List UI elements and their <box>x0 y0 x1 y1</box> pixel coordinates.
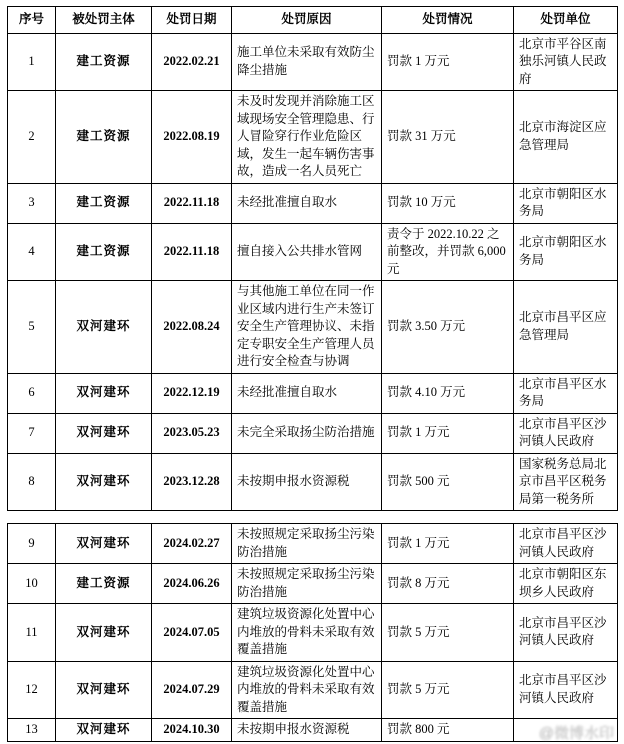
cell-authority: 北京市朝阳区水务局 <box>514 183 618 223</box>
table-row <box>8 413 618 453</box>
col-header-authority: 处罚单位 <box>514 7 618 34</box>
cell-reason: 未按期申报水资源税 <box>232 453 382 511</box>
cell-authority: 北京市昌平区水务局 <box>514 373 618 413</box>
table-row <box>8 719 618 742</box>
cell-result: 罚款 1 万元 <box>382 524 514 564</box>
cell-no: 3 <box>8 183 56 223</box>
cell-no: 10 <box>8 564 56 604</box>
cell-authority: 北京市朝阳区东坝乡人民政府 <box>514 564 618 604</box>
table-row <box>8 564 618 604</box>
cell-no: 6 <box>8 373 56 413</box>
cell-reason: 建筑垃圾资源化处置中心内堆放的骨料未采取有效覆盖措施 <box>232 661 382 719</box>
cell-authority: 国家税务总局北京市昌平区税务局第一税务所 <box>514 453 618 511</box>
cell-no: 5 <box>8 281 56 374</box>
table-row <box>8 373 618 413</box>
cell-date: 2022.11.18 <box>152 223 232 281</box>
cell-date: 2022.11.18 <box>152 183 232 223</box>
penalty-table-part1 <box>7 6 618 511</box>
cell-result: 罚款 500 元 <box>382 453 514 511</box>
col-header-date: 处罚日期 <box>152 7 232 34</box>
table-row <box>8 453 618 511</box>
cell-authority <box>514 719 618 742</box>
table-row <box>8 91 618 184</box>
cell-entity: 建工资源 <box>56 564 152 604</box>
watermark: @微博水印 <box>538 725 614 742</box>
col-header-reason: 处罚原因 <box>232 7 382 34</box>
cell-result: 罚款 1 万元 <box>382 33 514 91</box>
cell-entity: 双河建环 <box>56 373 152 413</box>
cell-reason: 未按照规定采取扬尘污染防治措施 <box>232 524 382 564</box>
table-row <box>8 223 618 281</box>
col-header-result: 处罚情况 <box>382 7 514 34</box>
cell-authority: 北京市昌平区沙河镇人民政府 <box>514 413 618 453</box>
cell-result: 罚款 8 万元 <box>382 564 514 604</box>
cell-reason: 未经批准擅自取水 <box>232 373 382 413</box>
cell-reason: 与其他施工单位在同一作业区域内进行生产未签订安全生产管理协议、未指定专职安全生产管理人员进行安全检查与协调 <box>232 281 382 374</box>
cell-no: 8 <box>8 453 56 511</box>
cell-result: 罚款 10 万元 <box>382 183 514 223</box>
cell-result: 罚款 1 万元 <box>382 413 514 453</box>
cell-authority: 北京市平谷区南独乐河镇人民政府 <box>514 33 618 91</box>
cell-date: 2024.06.26 <box>152 564 232 604</box>
cell-authority: 北京市朝阳区水务局 <box>514 223 618 281</box>
cell-no: 7 <box>8 413 56 453</box>
cell-no: 11 <box>8 604 56 662</box>
col-header-no: 序号 <box>8 7 56 34</box>
cell-result: 罚款 800 元 <box>382 719 514 742</box>
cell-entity: 双河建环 <box>56 453 152 511</box>
cell-reason: 建筑垃圾资源化处置中心内堆放的骨料未采取有效覆盖措施 <box>232 604 382 662</box>
col-header-entity: 被处罚主体 <box>56 7 152 34</box>
cell-date: 2023.05.23 <box>152 413 232 453</box>
cell-entity: 建工资源 <box>56 223 152 281</box>
cell-reason: 未按期申报水资源税 <box>232 719 382 742</box>
cell-entity: 建工资源 <box>56 33 152 91</box>
cell-reason: 未完全采取扬尘防治措施 <box>232 413 382 453</box>
table-row <box>8 281 618 374</box>
table-row <box>8 524 618 564</box>
cell-authority: 北京市昌平区沙河镇人民政府 <box>514 661 618 719</box>
cell-result: 罚款 4.10 万元 <box>382 373 514 413</box>
cell-no: 13 <box>8 719 56 742</box>
cell-result: 责令于 2022.10.22 之前整改，并罚款 6,000 元 <box>382 223 514 281</box>
cell-authority: 北京市昌平区沙河镇人民政府 <box>514 524 618 564</box>
table-row <box>8 33 618 91</box>
cell-entity: 双河建环 <box>56 413 152 453</box>
cell-authority: 北京市昌平区应急管理局 <box>514 281 618 374</box>
penalty-table-part2 <box>7 523 618 742</box>
cell-result: 罚款 3.50 万元 <box>382 281 514 374</box>
cell-date: 2023.12.28 <box>152 453 232 511</box>
cell-date: 2024.07.29 <box>152 661 232 719</box>
cell-result: 罚款 5 万元 <box>382 661 514 719</box>
cell-reason: 未及时发现并消除施工区域现场安全管理隐患、行人冒险穿行作业危险区域，发生一起车辆伤害事故，造成一名人员死亡 <box>232 91 382 184</box>
cell-no: 4 <box>8 223 56 281</box>
cell-authority: 北京市昌平区沙河镇人民政府 <box>514 604 618 662</box>
cell-no: 1 <box>8 33 56 91</box>
cell-entity: 双河建环 <box>56 524 152 564</box>
cell-entity: 双河建环 <box>56 719 152 742</box>
table-row <box>8 183 618 223</box>
cell-reason: 擅自接入公共排水管网 <box>232 223 382 281</box>
cell-reason: 未经批准擅自取水 <box>232 183 382 223</box>
cell-no: 2 <box>8 91 56 184</box>
cell-date: 2022.02.21 <box>152 33 232 91</box>
cell-date: 2022.12.19 <box>152 373 232 413</box>
cell-date: 2024.02.27 <box>152 524 232 564</box>
cell-entity: 建工资源 <box>56 91 152 184</box>
cell-entity: 双河建环 <box>56 281 152 374</box>
cell-reason: 施工单位未采取有效防尘降尘措施 <box>232 33 382 91</box>
cell-entity: 建工资源 <box>56 183 152 223</box>
cell-date: 2022.08.19 <box>152 91 232 184</box>
cell-date: 2024.07.05 <box>152 604 232 662</box>
cell-date: 2022.08.24 <box>152 281 232 374</box>
header-row <box>8 7 618 34</box>
table-row <box>8 604 618 662</box>
cell-no: 9 <box>8 524 56 564</box>
cell-entity: 双河建环 <box>56 661 152 719</box>
cell-authority: 北京市海淀区应急管理局 <box>514 91 618 184</box>
table-gap <box>7 511 617 523</box>
cell-reason: 未按照规定采取扬尘污染防治措施 <box>232 564 382 604</box>
cell-date: 2024.10.30 <box>152 719 232 742</box>
table-row <box>8 661 618 719</box>
cell-result: 罚款 5 万元 <box>382 604 514 662</box>
cell-result: 罚款 31 万元 <box>382 91 514 184</box>
cell-entity: 双河建环 <box>56 604 152 662</box>
cell-no: 12 <box>8 661 56 719</box>
